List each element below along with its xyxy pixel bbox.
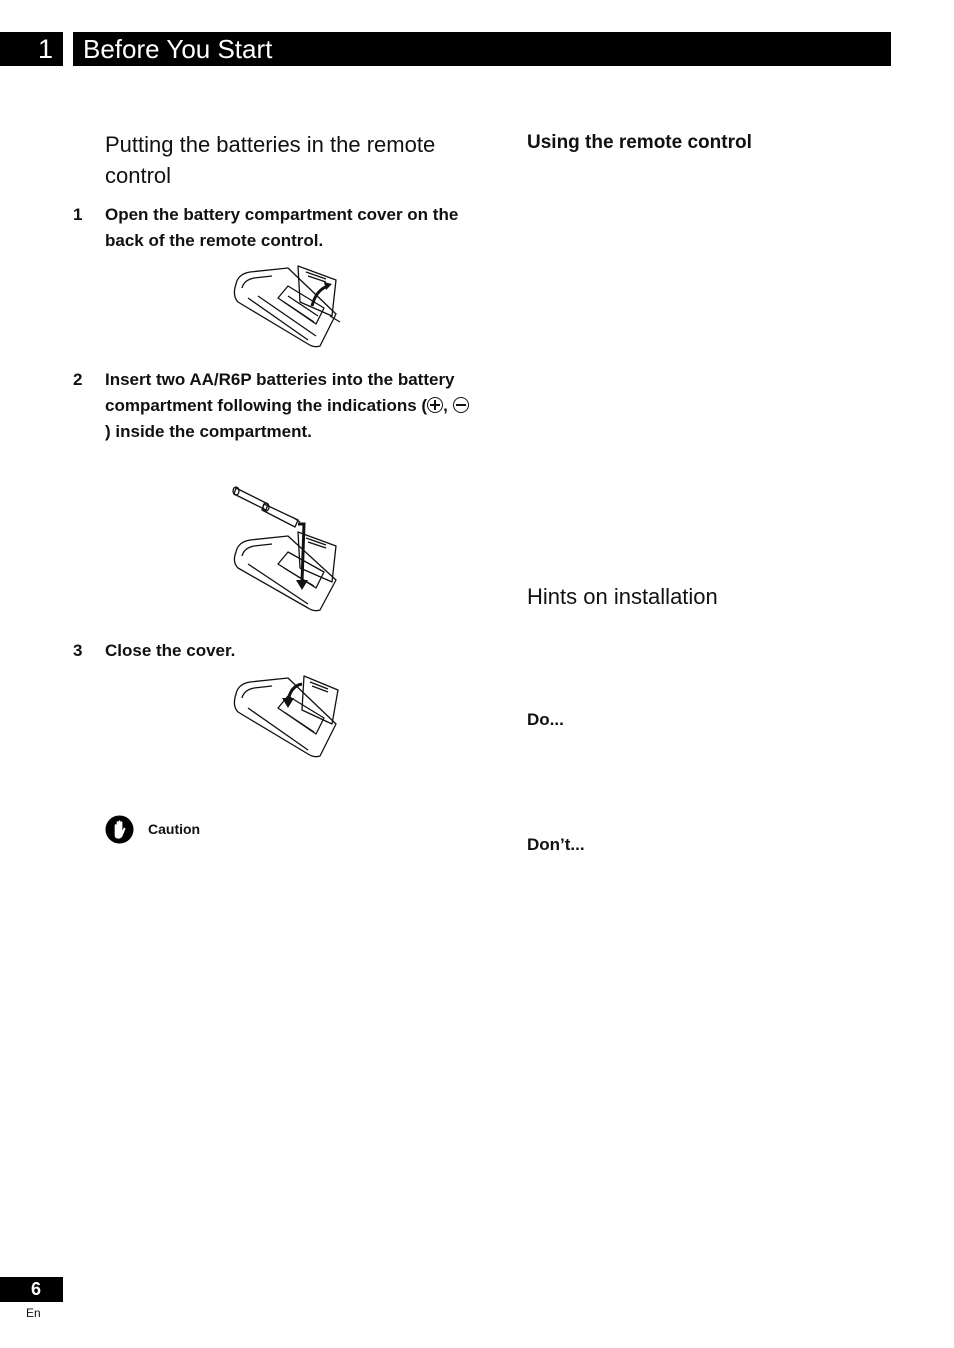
step-2-text-after: ) inside the compartment. (105, 422, 312, 441)
minus-symbol-icon (453, 397, 469, 413)
caution-label: Caution (148, 821, 201, 837)
caution-hand-icon (105, 815, 134, 844)
section-title-line1: Putting the batteries in the remote (105, 132, 436, 157)
plus-symbol-icon (427, 397, 443, 413)
using-remote-heading: Using the remote control (527, 132, 752, 153)
page-number: 6 (0, 1277, 63, 1302)
step-2-number: 2 (73, 370, 83, 389)
do-label: Do... (527, 710, 564, 729)
language-code: En (26, 1306, 41, 1320)
section-title-line2: control (105, 163, 172, 188)
dont-label: Don’t... (527, 835, 585, 854)
hints-installation-heading: Hints on installation (527, 584, 718, 609)
step-2-text-before: Insert two AA/R6P batteries into the battery compartment following the indications ( (105, 370, 455, 415)
remote-open-cover-illustration (228, 262, 348, 350)
step-3-text: Close the cover. (105, 641, 236, 660)
step-2-text: Insert two AA/R6P batteries into the battery compartment following the indications ( , ) inside the compartment. (105, 367, 470, 445)
remote-close-cover-illustration (228, 672, 348, 760)
remote-insert-batteries-illustration (228, 482, 348, 614)
chapter-title: Before You Start (73, 32, 891, 66)
step-1-text: Open the battery compartment cover on the back of the remote control. (105, 205, 459, 250)
section-title-batteries (105, 129, 475, 191)
step-1-number: 1 (73, 205, 83, 224)
chapter-number: 1 (0, 32, 63, 66)
step-3-number: 3 (73, 641, 83, 660)
